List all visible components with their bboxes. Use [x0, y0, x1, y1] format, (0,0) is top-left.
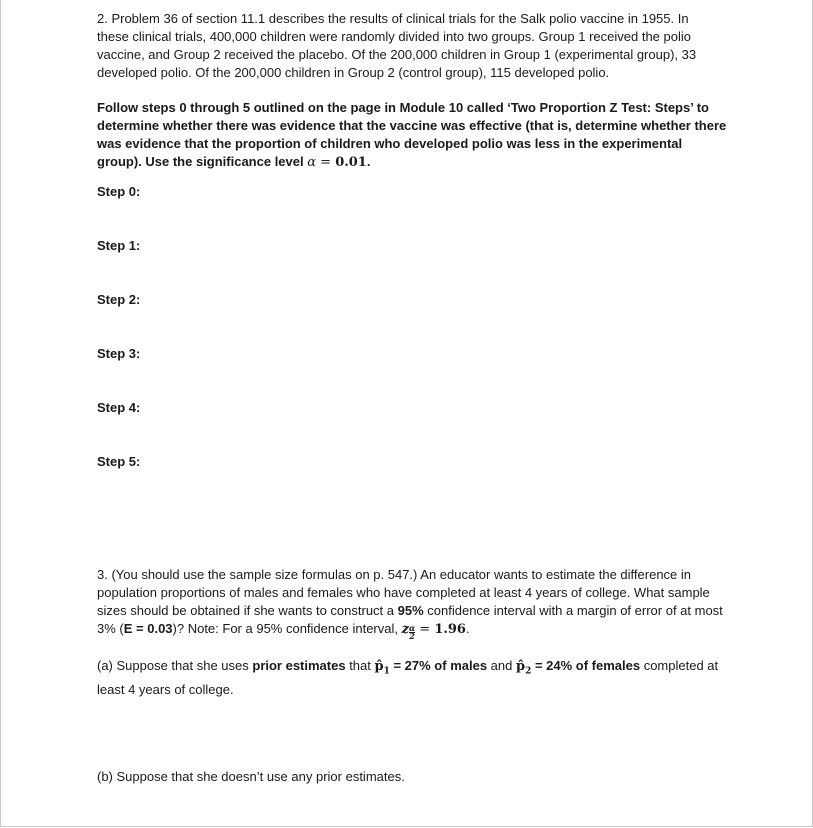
document-content: [97, 10, 737, 784]
p2-subscript: 2: [525, 666, 532, 677]
p1-symbol: p̂: [374, 659, 384, 674]
prior-estimates: prior estimates: [252, 658, 346, 673]
part-a-text-4: completed at least 4 years of college.: [97, 658, 719, 697]
z-symbol: z: [401, 622, 409, 637]
problem-3: [97, 566, 727, 784]
z-end: .: [465, 621, 470, 636]
p2-symbol: p̂: [515, 659, 526, 674]
z-sub-numerator: α: [408, 623, 416, 633]
margin-of-error: E = 0.03: [123, 621, 173, 636]
p1-subscript: 1: [383, 666, 390, 677]
p2-value: = 24% of females: [531, 658, 641, 673]
instructions-text: Follow steps 0 through 5 outlined on the page in Module 10 called ‘Two Proportion Z Test: Steps’ to determine whether there was evidence that the vaccine was effective (that is, determine whether there was evidence that the proportion of children who developed polio was less in the experimental group). Use the significance level: [97, 100, 727, 169]
part-a-text-3: and: [487, 658, 516, 673]
part-b: (b) Suppose that she doesn’t use any prior estimates.: [97, 769, 405, 784]
z-sub-denominator: 2: [409, 631, 415, 641]
alpha-equals: =: [316, 155, 336, 170]
step-0-label: Step 0:: [97, 184, 141, 199]
step-5-label: Step 5:: [97, 454, 141, 469]
step-1-label: Step 1:: [97, 238, 141, 253]
step-4-label: Step 4:: [97, 400, 141, 415]
problem-2-instructions: [97, 99, 727, 172]
part-a: [97, 657, 727, 699]
problem-3-text-2: confidence interval with a margin of error of at most 3% (: [97, 603, 723, 636]
confidence-level: 95%: [397, 603, 424, 618]
z-value: 1.96: [434, 622, 466, 637]
steps-list: [97, 183, 737, 507]
problem-3-intro: [97, 566, 727, 640]
alpha-value: 0.01: [335, 155, 367, 170]
p1-value: = 27% of males: [389, 658, 488, 673]
part-a-text-2: that: [345, 658, 375, 673]
alpha-symbol: α: [307, 155, 317, 170]
problem-2-intro: 2. Problem 36 of section 11.1 describes the results of clinical trials for the Salk polio vaccine in 1955. In these clinical trials, 400,000 children were randomly divided into two groups. Group 1 received the polio vaccine, and Group 2 received the placebo. Of the 200,000 children in Group 1 (experimental group), 33 developed polio. Of the 200,000 children in Group 2 (control group), 115 developed polio.: [97, 11, 697, 80]
step-3-label: Step 3:: [97, 346, 141, 361]
part-a-text-1: (a) Suppose that she uses: [97, 658, 253, 673]
step-2-label: Step 2:: [97, 292, 141, 307]
problem-3-text-3: )? Note: For a 95% confidence interval,: [172, 621, 402, 636]
problem-3-text-1: 3. (You should use the sample size formulas on p. 547.) An educator wants to estimate the difference in population proportions of males and females who have completed at least 4 years of college. What sample sizes should be obtained if she wants to construct a: [97, 567, 710, 618]
z-equals: =: [415, 622, 435, 637]
instructions-end: .: [366, 154, 371, 169]
